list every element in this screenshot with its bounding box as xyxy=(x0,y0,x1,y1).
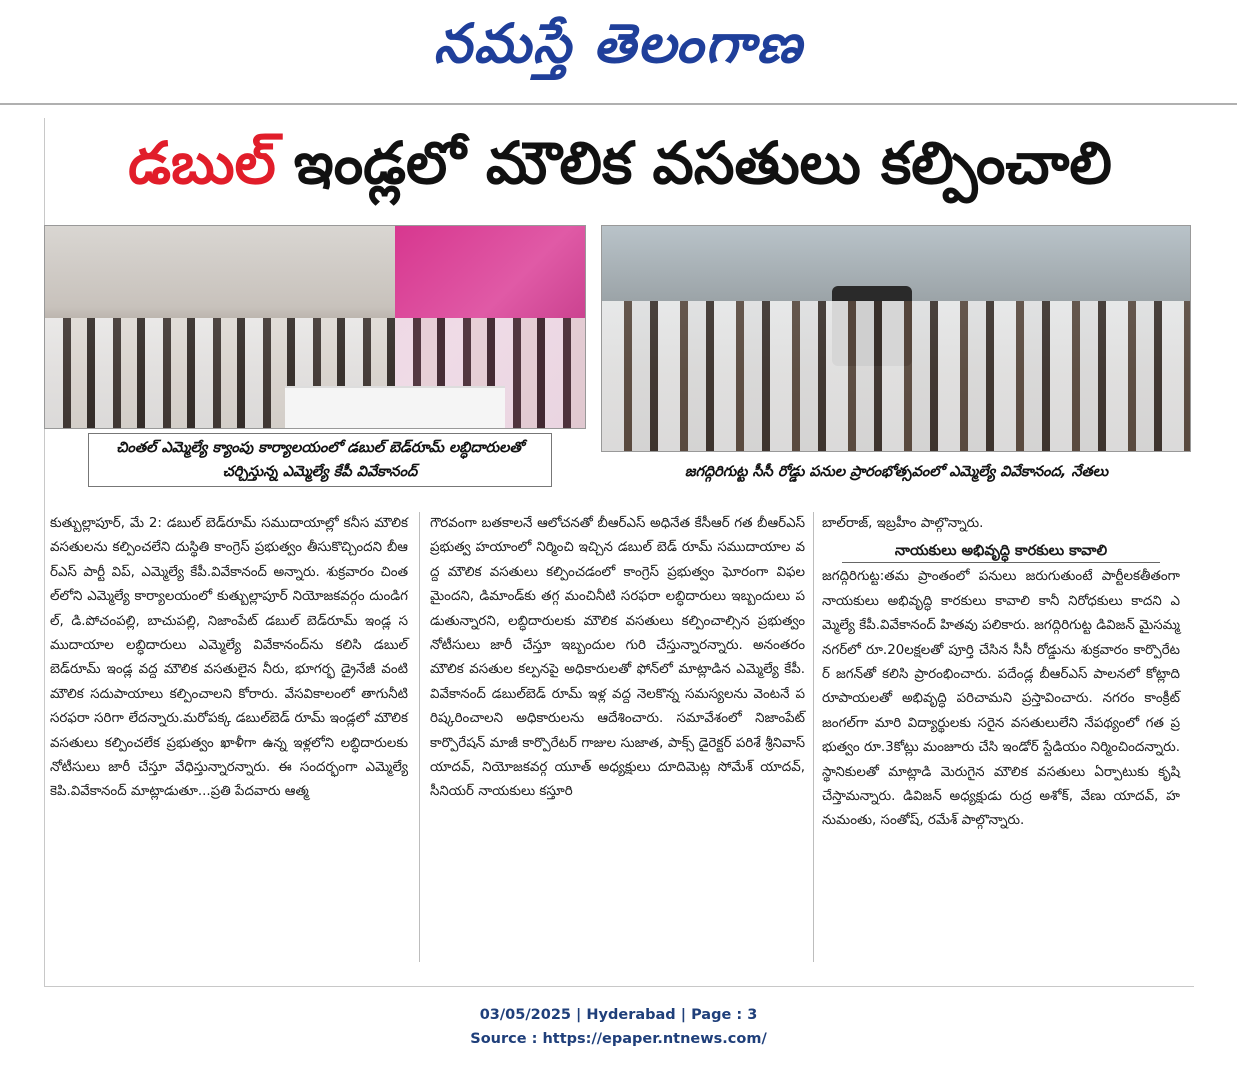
footer-source-link[interactable]: Source : https://epaper.ntnews.com/ xyxy=(470,1031,767,1047)
article-subhead: నాయకులు అభివృద్ధి కారకులు కావాలి xyxy=(842,540,1160,563)
photo-right-caption: జగద్గిరిగుట్ట సీసీ రోడ్డు పనుల ప్రారంభోత్సవంలో ఎమ్మెల్యే వివేకానంద, నేతలు xyxy=(684,464,1109,480)
headline-accent: డబుల్ xyxy=(128,128,276,197)
column-divider xyxy=(813,512,814,962)
article-text: గౌరవంగా బతకాలనే ఆలోచనతో బీఆర్‌ఎస్ అధినేత కేసీఆర్ గత బీఆర్‌ఎస్ ప్రభుత్వ హయాంలో నిర్మించి ఇచ్చిన డబుల్ బెడ్ రూమ్ సముదాయాల వద్ద మౌలిక వసతులు కల్పించడంలో కాంగ్రెస్ ప్రభుత్వం ఘోరంగా విఫలమైందని, డిమాండ్‌కు తగ్గ మంచినీటి సరఫరా లబ్ధిదారులు ఇబ్బందులు పడుతున్నారని, లబ్ధిదారులకు మౌలిక వసతులు కల్పించాల్సిన ప్రభుత్వం నోటీసులు జారీ చేస్తూ ఇబ్బందుల గురి చేస్తున్నారన్నారు. అనంతరం మౌలిక వసతుల కల్పనపై అధికారులతో ఫోన్‌లో మాట్లాడిన ఎమ్మెల్యే కేపీ.వివేకానంద్ డబుల్‌బెడ్ రూమ్ ఇళ్ల వద్ద నెలకొన్న సమస్యలను వెంటనే పరిష్కరించాలని అధికారులను ఆదేశించారు. సమావేశంలో నిజాంపేట్ కార్పొరేషన్ మాజీ కార్పొరేటర్ గాజుల సుజాత, పాక్స్ డైరెక్టర్ పరిశే శ్రీనివాస్ యాదవ్, నియోజకవర్గ యూత్ అధ్యక్షులు దూదిమెట్ల సోమేశ్ యాదవ్, సీనియర్ నాయకులు కస్తూరి xyxy=(430,516,805,800)
headline xyxy=(50,130,1190,210)
article-column-2 xyxy=(430,512,805,962)
column-divider xyxy=(419,512,420,962)
photo-crowd xyxy=(602,301,1190,451)
photo-table xyxy=(285,386,505,428)
article-text: కుత్బుల్లాపూర్, మే 2: డబుల్ బెడ్‌రూమ్ సముదాయాల్లో కనీస మౌలిక వసతులను కల్పించలేని దుస్థితి కాంగ్రెస్ ప్రభుత్వం తీసుకొచ్చిందని బీఆర్‌ఎస్ పార్టీ విప్, ఎమ్మెల్యే కేపీ.వివేకానంద్ అన్నారు. శుక్రవారం చింతల్‌లోని ఎమ్మెల్యే కార్యాలయంలో కుత్బుల్లాపూర్ నియోజకవర్గం దుండిగల్, డి.పోచంపల్లి, బాచుపల్లి, నిజాంపేట్ డబుల్ బెడ్‌రూమ్ ఇండ్ల సముదాయాల లబ్ధిదారులు ఎమ్మెల్యే వివేకానంద్‌ను కలిసి డబుల్ బెడ్‌రూమ్ ఇండ్ల వద్ద మౌలిక వసతులైన నీరు, భూగర్భ డ్రైనేజీ వంటి మౌలిక సదుపాయాలు కల్పించాలని కోరారు. వేసవికాలంలో తాగునీటి సరఫరా సరిగా లేదన్నారు.మరోపక్క డబుల్‌బెడ్ రూమ్ ఇండ్లలో మౌలిక వసతులు కల్పించలేక ప్రభుత్వం ఖాళీగా ఉన్న ఇళ్లలోని లబ్ధిదారులకు నోటీసులు జారీ చేస్తూ వేధిస్తున్నారన్నారు. ఈ సందర్భంగా ఎమ్మెల్యే కెపి.వివేకానంద్ మాట్లాడుతూ...ప్రతి పేదవారు ఆత్మ xyxy=(50,516,408,800)
article-text: బాల్‌రాజ్, ఇబ్రహీం పాల్గొన్నారు. xyxy=(822,516,984,531)
article-column-3 xyxy=(822,512,1180,962)
article-text: జగద్గిరిగుట్ట:తమ ప్రాంతంలో పనులు జరుగుతుంటే పార్టీలకతీతంగా నాయకులు అభివృద్ధి కారకులు కావాలి కానీ నిరోధకులు కాదని ఎమ్మెల్యే కేపీ.వివేకానంద్ హితవు పలికారు. జగద్గిరిగుట్ట డివిజన్ మైసమ్మ నగర్‌లో రూ.20లక్షలతో పూర్తి చేసిన సీసీ రోడ్డును శుక్రవారం కార్పొరేటర్ జగన్‌తో కలిసి ప్రారంభించారు. పదేండ్ల బీఆర్‌ఎస్ పాలనలో కోట్లాది రూపాయలతో అభివృద్ధి పరిచామని ప్రస్తావించారు. నగరం కాంక్రీట్ జంగల్‌గా మారి విద్యార్థులకు సరైన వసతులులేని నేపథ్యంలో గత ప్రభుత్వం రూ.3కోట్లు మంజూరు చేసి ఇండోర్ స్టేడియం నిర్మించిందన్నారు. స్థానికులతో మాట్లాడి మెరుగైన మౌలిక వసతులు ఏర్పాటుకు కృషి చేస్తామన్నారు. డివిజన్ అధ్యక్షుడు రుద్ర అశోక్, వేణు యాదవ్, హనుమంతు, సంతోష్, రమేశ్ పాల్గొన్నారు. xyxy=(822,569,1180,829)
masthead-divider xyxy=(0,103,1237,105)
masthead-title: నమస్తే తెలంగాణ xyxy=(433,11,804,75)
footer-date-line: 03/05/2025 | Hyderabad | Page : 3 xyxy=(479,1007,758,1023)
photo-meeting xyxy=(44,225,586,429)
photo-left-caption: చింతల్ ఎమ్మెల్యే క్యాంపు కార్యాలయంలో డబుల్ బెడ్‌రూమ్ లబ్ధిదారులతో చర్చిస్తున్న ఎమ్మెల్యే కేపీ వివేకానంద్ xyxy=(88,433,552,487)
page-footer xyxy=(0,1003,1237,1051)
photo-inauguration xyxy=(601,225,1191,452)
clipping-bottom-border xyxy=(44,986,1194,987)
masthead xyxy=(0,0,1237,100)
article-column-1 xyxy=(50,512,408,962)
headline-text: ఇండ్లలో మౌలిక వసతులు కల్పించాలి xyxy=(293,128,1112,197)
